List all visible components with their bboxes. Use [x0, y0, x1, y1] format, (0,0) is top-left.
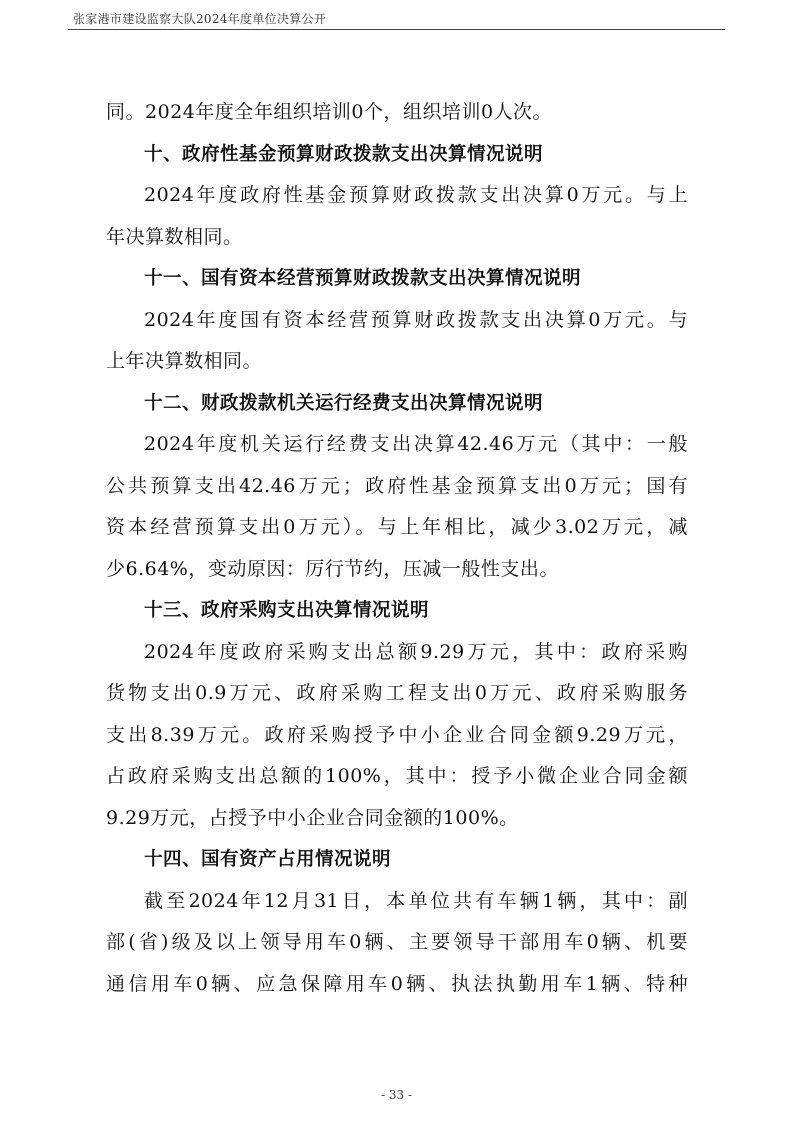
section-heading: 十四、国有资产占用情况说明: [144, 849, 392, 870]
paragraph-line: 2024年度国有资本经营预算财政拨款支出决算0万元。与: [144, 308, 688, 331]
running-header: 张家港市建设监察大队2024年度单位决算公开: [73, 12, 327, 26]
paragraph-line: 部(省)级及以上领导用车0辆、主要领导干部用车0辆、机要: [106, 931, 688, 953]
section-heading: 十一、国有资本经营预算财政拨款支出决算情况说明: [144, 268, 582, 289]
paragraph-line: 资本经营预算支出0万元）。与上年相比，减少3.02万元，减: [106, 516, 688, 538]
paragraph-line: 同。2024年度全年组织培训0个，组织培训0人次。: [106, 101, 553, 123]
paragraph-line: 占政府采购支出总额的100%，其中：授予小微企业合同金额: [106, 765, 688, 787]
section-heading: 十、政府性基金预算财政拨款支出决算情况说明: [144, 143, 544, 165]
paragraph-line: 2024年度机关运行经费支出决算42.46万元（其中：一般: [144, 433, 688, 455]
header-divider: [68, 29, 725, 30]
paragraph-line: 支出8.39万元。政府采购授予中小企业合同金额9.29万元，: [106, 723, 688, 746]
section-heading: 十二、财政拨款机关运行经费支出决算情况说明: [144, 392, 544, 414]
page-number: - 33 -: [380, 1088, 412, 1102]
section-heading: 十三、政府采购支出决算情况说明: [144, 600, 430, 621]
document-body: [106, 92, 688, 1005]
paragraph-line: 通信用车0辆、应急保障用车0辆、执法执勤用车1辆、特种: [106, 972, 688, 995]
paragraph-line: 公共预算支出42.46万元；政府性基金预算支出0万元；国有: [106, 474, 688, 497]
paragraph-line: 9.29万元，占授予中小企业合同金额的100%。: [106, 806, 519, 829]
paragraph-line: 货物支出0.9万元、政府采购工程支出0万元、政府采购服务: [106, 682, 688, 704]
paragraph-line: 2024年度政府性基金预算财政拨款支出决算0万元。与上: [144, 184, 688, 206]
paragraph-line: 截至2024年12月31日，本单位共有车辆1辆，其中：副: [144, 889, 688, 912]
paragraph-line: 上年决算数相同。: [106, 350, 263, 372]
paragraph-line: 少6.64%，变动原因：厉行节约，压减一般性支出。: [106, 557, 559, 580]
paragraph-line: 2024年度政府采购支出总额9.29万元，其中：政府采购: [144, 640, 688, 663]
paragraph-line: 年决算数相同。: [106, 225, 243, 248]
